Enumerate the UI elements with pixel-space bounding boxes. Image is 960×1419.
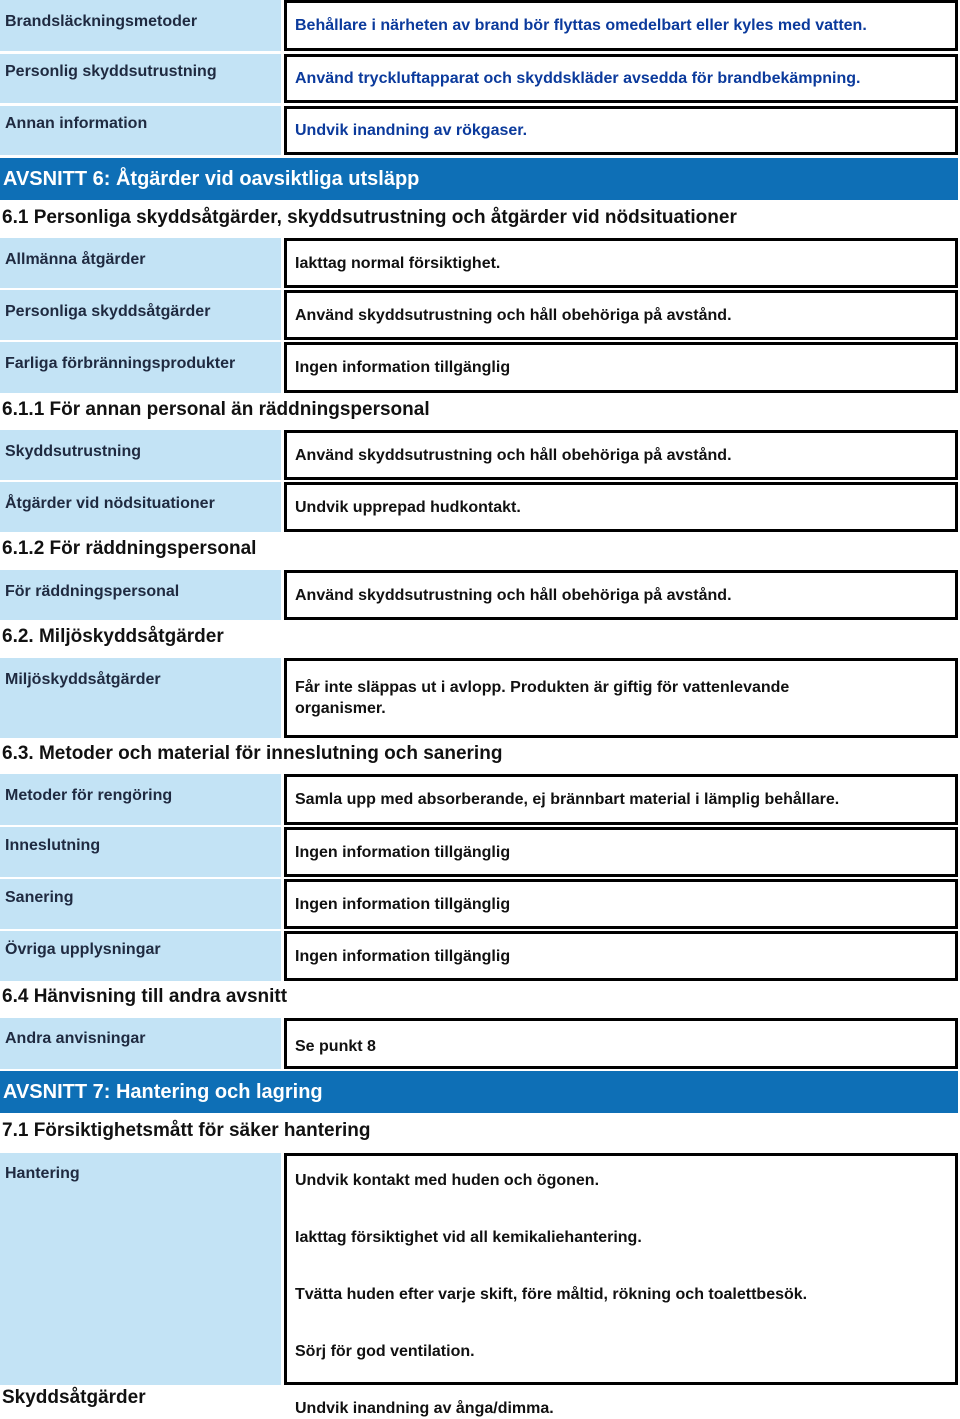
row-value: Ingen information tillgänglig [284, 342, 958, 393]
row-value: Undvik inandning av rökgaser. [284, 106, 958, 155]
table-row [0, 342, 960, 393]
row-label: För räddningspersonal [0, 570, 281, 620]
row-label: Miljöskyddsåtgärder [0, 658, 281, 738]
table-row [0, 658, 960, 738]
row-label: Hantering [0, 1153, 281, 1385]
subsection-heading: 6.3. Metoder och material för inneslutning och sanering [2, 743, 503, 764]
table-row [0, 482, 960, 532]
row-label: Inneslutning [0, 827, 281, 877]
table-row [0, 54, 960, 103]
row-value: Undvik upprepad hudkontakt. [284, 482, 958, 532]
row-label: Allmänna åtgärder [0, 238, 281, 288]
row-label: Skyddsutrustning [0, 430, 281, 480]
row-label: Annan information [0, 106, 281, 155]
section-header: AVSNITT 7: Hantering och lagring [0, 1071, 958, 1113]
table-row [0, 238, 960, 288]
row-label: Åtgärder vid nödsituationer [0, 482, 281, 532]
row-label: Övriga upplysningar [0, 931, 281, 981]
table-row [0, 0, 960, 51]
row-value: Använd skyddsutrustning och håll obehöriga på avstånd. [284, 430, 958, 480]
row-value: Behållare i närheten av brand bör flyttas omedelbart eller kyles med vatten. [284, 0, 958, 51]
row-value: Använd skyddsutrustning och håll obehöriga på avstånd. [284, 570, 958, 620]
row-value: Ingen information tillgänglig [284, 931, 958, 981]
subsection-heading: 6.4 Hänvisning till andra avsnitt [2, 986, 288, 1007]
subsection-heading: 7.1 Försiktighetsmått för säker hantering [2, 1120, 371, 1141]
row-value: Samla upp med absorberande, ej brännbart material i lämplig behållare. [284, 774, 958, 825]
subsection-heading: 6.1.1 För annan personal än räddningspersonal [2, 399, 430, 420]
row-value: Ingen information tillgänglig [284, 879, 958, 929]
table-row [0, 774, 960, 825]
subsection-heading: 6.2. Miljöskyddsåtgärder [2, 626, 224, 647]
row-value: Ingen information tillgänglig [284, 827, 958, 877]
row-value: Se punkt 8 [284, 1018, 958, 1069]
row-value: Iakttag normal försiktighet. [284, 238, 958, 288]
row-label: Andra anvisningar [0, 1018, 281, 1069]
subsection-heading: Skyddsåtgärder [2, 1387, 146, 1408]
subsection-heading: 6.1 Personliga skyddsåtgärder, skyddsutrustning och åtgärder vid nödsituationer [2, 207, 737, 228]
section-header: AVSNITT 6: Åtgärder vid oavsiktliga utsläpp [0, 158, 958, 200]
row-label: Brandsläckningsmetoder [0, 0, 281, 51]
row-label: Metoder för rengöring [0, 774, 281, 825]
table-row [0, 879, 960, 929]
table-row [0, 570, 960, 620]
row-value: Får inte släppas ut i avlopp. Produkten är giftig för vattenlevande organismer. [284, 658, 958, 738]
row-label: Sanering [0, 879, 281, 929]
subsection-heading: 6.1.2 För räddningspersonal [2, 538, 257, 559]
table-row [0, 290, 960, 340]
table-row [0, 1018, 960, 1069]
row-value: Använd skyddsutrustning och håll obehöriga på avstånd. [284, 290, 958, 340]
row-label: Personliga skyddsåtgärder [0, 290, 281, 340]
table-row [0, 931, 960, 981]
row-label: Farliga förbränningsprodukter [0, 342, 281, 393]
row-value: Använd tryckluftapparat och skyddskläder avsedda för brandbekämpning. [284, 54, 958, 103]
row-label: Personlig skyddsutrustning [0, 54, 281, 103]
table-row [0, 430, 960, 480]
table-row [0, 106, 960, 155]
table-row [0, 827, 960, 877]
row-value: Undvik kontakt med huden och ögonen. Iakttag försiktighet vid all kemikaliehantering. Tvätta huden efter varje skift, före måltid, rökning och toalettbesök. Sörj för god ventilation. Undvik inandning av ånga/dimma. [284, 1153, 958, 1385]
